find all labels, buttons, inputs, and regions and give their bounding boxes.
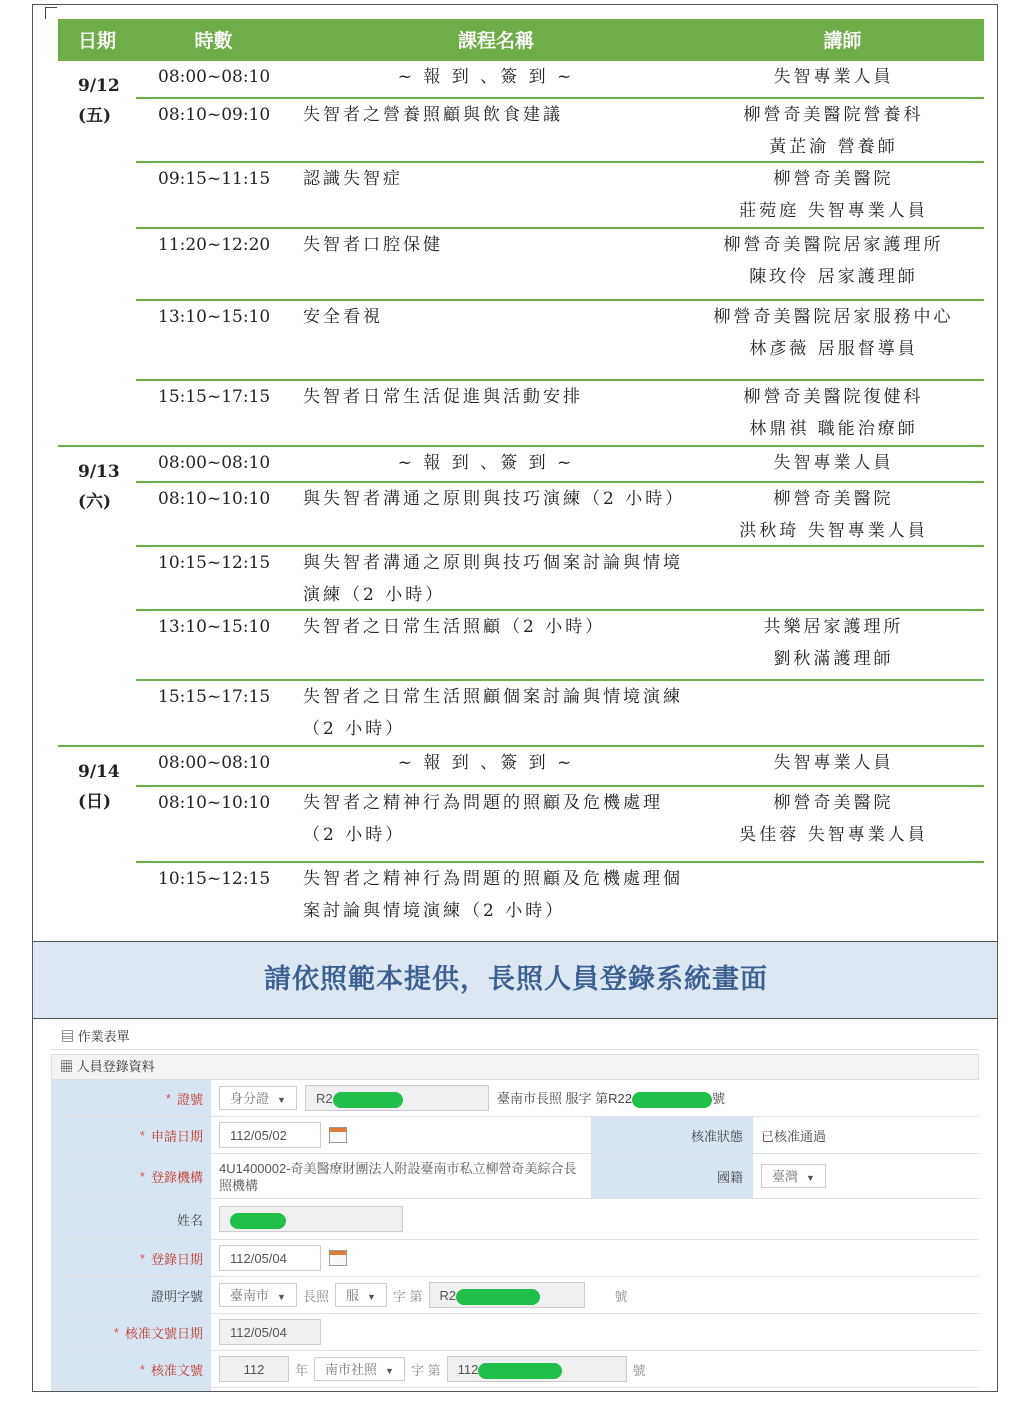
teacher-line: 柳營奇美醫院居家護理所 (723, 235, 944, 255)
row-time: 13:10~15:10 (158, 617, 271, 637)
row-teacher (691, 229, 976, 299)
approval-status-label: 核准狀態 (591, 1117, 753, 1153)
row-id (51, 1080, 979, 1117)
schedule-row (136, 547, 984, 611)
chevron-down-icon: ▼ (277, 1095, 286, 1105)
schedule-row (136, 747, 984, 787)
name-group (211, 1199, 979, 1239)
row-time: 09:15~11:15 (158, 169, 271, 189)
org-value: 4U1400002-奇美醫療財團法人附設臺南市私立柳營奇美綜合長照機構 (219, 1157, 583, 1195)
nationality-label: 國籍 (591, 1154, 753, 1198)
teacher-line: 林彥薇 居服督導員 (749, 339, 918, 359)
row-teacher (691, 99, 976, 161)
row-teacher (691, 787, 976, 861)
row-teacher (691, 163, 976, 227)
row-time: 11:20~12:20 (158, 235, 271, 255)
approve-no-group (211, 1351, 979, 1387)
section-title-text: 人員登錄資料 (76, 1059, 155, 1074)
row-partial (51, 1388, 979, 1392)
redaction-mark (230, 1213, 286, 1229)
approve-hao-text: 號 (632, 1362, 646, 1378)
cert-number-input[interactable]: R2 (429, 1282, 585, 1308)
cert-group (211, 1277, 979, 1313)
approve-number-input[interactable]: 112 (447, 1356, 627, 1382)
row-course: 與失智者溝通之原則與技巧演練（2 小時） (303, 489, 686, 509)
apply-date-input[interactable]: 112/05/02 (219, 1122, 321, 1148)
teacher-line: 柳營奇美醫院營養科 (743, 105, 924, 125)
teacher-line: 劉秋滿護理師 (773, 649, 894, 669)
teacher-line: 黃芷渝 營養師 (769, 137, 898, 157)
row-teacher (691, 863, 976, 937)
row-course: 安全看視 (303, 307, 383, 327)
chevron-down-icon: ▼ (806, 1173, 815, 1183)
approve-office-select[interactable]: 南市社照 ▼ (314, 1357, 405, 1381)
schedule-row (136, 61, 984, 99)
approve-date-group (211, 1314, 979, 1350)
teacher-line: 失智專業人員 (773, 753, 894, 773)
day-date: 9/12 (78, 76, 120, 96)
schedule-row (136, 447, 984, 483)
panel-title (51, 1025, 979, 1050)
row-time: 10:15~12:15 (158, 553, 271, 573)
row-time: 08:00~08:10 (158, 453, 271, 473)
row-course: ~ 報 到 、簽 到 ~ (397, 453, 575, 473)
name-input[interactable] (219, 1206, 403, 1232)
redaction-mark (632, 1092, 712, 1108)
row-approve-no (51, 1351, 979, 1388)
schedule-row (136, 301, 984, 381)
day-block (58, 745, 984, 937)
row-teacher (691, 547, 976, 609)
document-frame (32, 4, 998, 1392)
row-time: 08:00~08:10 (158, 67, 271, 87)
row-time: 08:00~08:10 (158, 753, 271, 773)
header-course: 課程名稱 (457, 29, 534, 52)
day-label (58, 447, 136, 517)
redaction-mark (478, 1363, 562, 1379)
registration-form (51, 1025, 979, 1392)
teacher-line: 柳營奇美醫院復健科 (743, 387, 924, 407)
row-course: 認識失智症 (303, 169, 403, 189)
teacher-line: 失智專業人員 (773, 67, 894, 87)
corner-marker (45, 7, 57, 19)
row-approve-date (51, 1314, 979, 1351)
cert-hao-text: 號 (614, 1288, 628, 1304)
schedule-row (136, 611, 984, 681)
teacher-line: 林鼎祺 職能治療師 (749, 419, 918, 439)
id-field-group (211, 1080, 979, 1116)
name-label: 姓名 (51, 1199, 211, 1239)
row-teacher (691, 611, 976, 679)
day-date: 9/13 (78, 462, 120, 482)
approve-zi-text: 字 第 (410, 1362, 441, 1378)
chevron-down-icon: ▼ (385, 1366, 394, 1376)
id-type-select[interactable]: 身分證 ▼ (219, 1086, 297, 1110)
schedule-header (58, 19, 984, 59)
row-course: 與失智者溝通之原則與技巧個案討論與情境演練（2 小時） (303, 553, 683, 605)
schedule-row (136, 381, 984, 445)
row-teacher (691, 447, 976, 481)
day-block (58, 59, 984, 445)
schedule-table (58, 19, 984, 937)
teacher-line: 吳佳蓉 失智專業人員 (739, 825, 928, 845)
approval-status-value: 已核准通過 (761, 1128, 827, 1144)
approve-no-label: * 核准文號 (51, 1351, 211, 1387)
approve-date-input[interactable]: 112/05/04 (219, 1319, 321, 1345)
header-teacher: 講師 (823, 29, 862, 52)
partial-value (211, 1388, 979, 1392)
teacher-line: 共樂居家護理所 (763, 617, 904, 637)
redaction-mark (333, 1092, 403, 1108)
apply-date-label: * 申請日期 (51, 1117, 211, 1153)
row-course: ~ 報 到 、簽 到 ~ (397, 753, 575, 773)
apply-date-group (211, 1117, 591, 1153)
teacher-line: 柳營奇美醫院 (773, 793, 894, 813)
row-course: 失智者之日常生活照顧（2 小時） (303, 617, 606, 637)
row-course: ~ 報 到 、簽 到 ~ (397, 67, 575, 87)
redaction-mark (456, 1289, 540, 1305)
id-label: * 證號 (51, 1080, 211, 1116)
row-apply-date (51, 1117, 979, 1154)
register-date-input[interactable]: 112/05/04 (219, 1245, 321, 1271)
day-block (58, 445, 984, 745)
calendar-icon[interactable] (329, 1127, 347, 1143)
row-teacher (691, 681, 976, 745)
row-register-date (51, 1240, 979, 1277)
teacher-line: 柳營奇美醫院 (773, 169, 894, 189)
instruction-banner: 請依照範本提供，長照人員登錄系統畫面 (33, 941, 998, 1019)
schedule-row (136, 229, 984, 301)
day-label (58, 747, 136, 817)
cert-zi-text: 字 第 (392, 1288, 423, 1304)
row-teacher (691, 483, 976, 545)
row-cert (51, 1277, 979, 1314)
row-time: 13:10~15:10 (158, 307, 271, 327)
day-weekday: (六) (78, 492, 112, 512)
row-time: 15:15~17:15 (158, 387, 271, 407)
row-time: 15:15~17:15 (158, 687, 271, 707)
chevron-down-icon: ▼ (366, 1292, 376, 1302)
schedule-row (136, 681, 984, 745)
schedule-days (58, 59, 984, 937)
row-course: 失智者之日常生活照顧個案討論與情境演練 （2 小時） (303, 687, 683, 739)
schedule-row (136, 483, 984, 547)
schedule-row (136, 163, 984, 229)
row-teacher (691, 301, 976, 379)
schedule-row (136, 863, 984, 937)
org-label: * 登錄機構 (51, 1154, 211, 1198)
header-date: 日期 (77, 29, 116, 52)
form-icon: ▤ (61, 1029, 75, 1044)
day-date: 9/14 (78, 762, 120, 782)
id-input[interactable]: R2 (305, 1085, 489, 1111)
row-time: 10:15~12:15 (158, 869, 271, 889)
cert-type-select[interactable]: 服 ▼ (335, 1283, 387, 1307)
panel-title-text: 作業表單 (77, 1029, 130, 1044)
license-text: 臺南市長照 服字 第R22 號 (496, 1091, 726, 1107)
cert-city-select[interactable]: 臺南市 ▼ (219, 1283, 297, 1307)
teacher-line: 洪秋琦 失智專業人員 (739, 521, 928, 541)
teacher-line: 柳營奇美醫院居家服務中心 (713, 307, 954, 327)
calendar-icon[interactable] (329, 1250, 347, 1266)
teacher-line: 失智專業人員 (773, 453, 894, 473)
row-teacher (691, 747, 976, 785)
nationality-select[interactable]: 臺灣 ▼ (761, 1164, 826, 1188)
partial-label (51, 1388, 211, 1392)
section-title (51, 1054, 979, 1080)
chevron-down-icon: ▼ (277, 1292, 286, 1302)
row-time: 08:10~09:10 (158, 105, 271, 125)
header-hours: 時數 (194, 29, 233, 52)
row-course: 失智者之精神行為問題的照顧及危機處理（2 小時） (303, 793, 663, 845)
org-group (211, 1154, 591, 1198)
row-course: 失智者日常生活促進與活動安排 (303, 387, 583, 407)
grid-icon: ▦ (60, 1059, 74, 1074)
nationality-group (753, 1154, 979, 1198)
day-weekday: (日) (78, 792, 112, 812)
row-course: 失智者之營養照顧與飲食建議 (303, 105, 563, 125)
teacher-line: 陳玫伶 居家護理師 (749, 267, 918, 287)
row-time: 08:10~10:10 (158, 793, 271, 813)
row-teacher (691, 61, 976, 97)
row-time: 08:10~10:10 (158, 489, 271, 509)
register-date-group (211, 1240, 979, 1276)
teacher-line: 莊菀庭 失智專業人員 (739, 201, 928, 221)
row-name (51, 1199, 979, 1240)
approve-year-input[interactable]: 112 (219, 1356, 289, 1382)
row-course: 失智者口腔保健 (303, 235, 443, 255)
row-teacher (691, 381, 976, 445)
schedule-row (136, 99, 984, 163)
approve-date-label: * 核准文號日期 (51, 1314, 211, 1350)
teacher-line: 柳營奇美醫院 (773, 489, 894, 509)
schedule-row (136, 787, 984, 863)
day-label (58, 61, 136, 131)
day-weekday: (五) (78, 106, 112, 126)
cert-mid-text: 長照 (302, 1288, 329, 1304)
row-org (51, 1154, 979, 1199)
cert-label: 證明字號 (51, 1277, 211, 1313)
register-date-label: * 登錄日期 (51, 1240, 211, 1276)
approve-nian-text: 年 (295, 1362, 309, 1378)
row-course: 失智者之精神行為問題的照顧及危機處理個案討論與情境演練（2 小時） (303, 869, 683, 921)
